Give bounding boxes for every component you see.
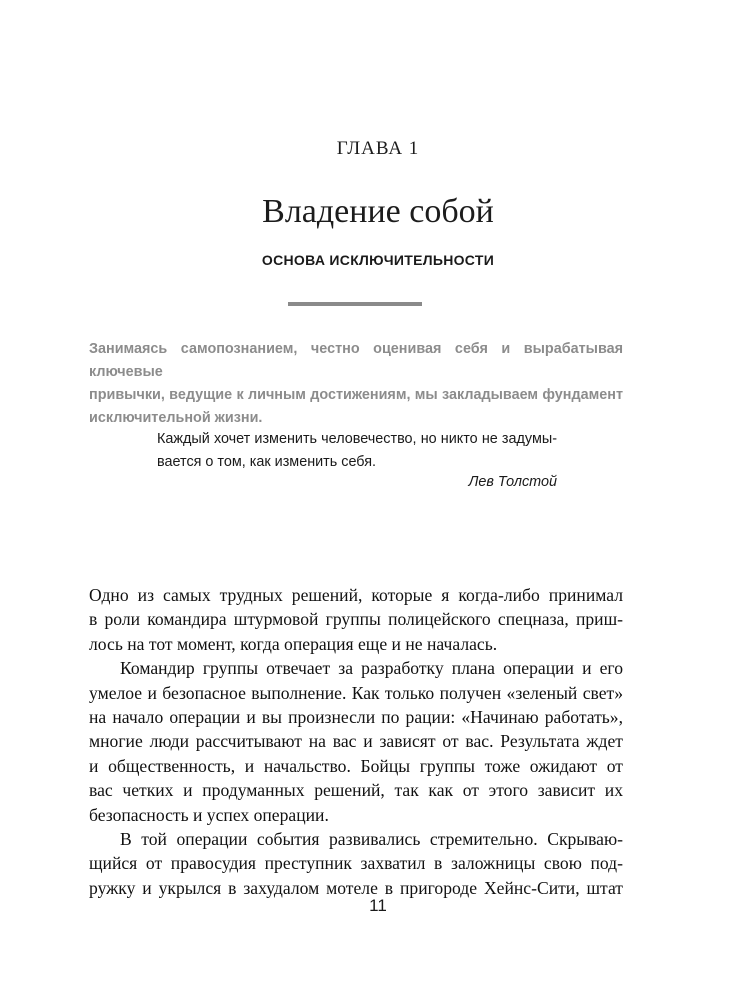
epigraph-quote bbox=[157, 428, 557, 474]
body-line: умелое и безопасное выполнение. Как только получен «зеленый свет» bbox=[89, 682, 623, 703]
chapter-subtitle: ОСНОВА ИСКЛЮЧИТЕЛЬНОСТИ bbox=[261, 252, 495, 268]
body-text bbox=[89, 583, 623, 900]
chapter-label: ГЛАВА 1 bbox=[336, 138, 420, 159]
body-line: многие люди рассчитывают на вас и зависят от вас. Результата ждет bbox=[89, 731, 623, 752]
chapter-title: Владение собой bbox=[262, 193, 494, 230]
epigraph-line: вается о том, как изменить себя. bbox=[157, 454, 377, 470]
epigraph-line: Каждый хочет изменить человечество, но никто не задумы- bbox=[157, 431, 557, 447]
lead-line: Занимаясь самопознанием, честно оценивая себя и вырабатывая ключевые bbox=[89, 341, 623, 380]
body-line: лось на тот момент, когда операция еще и не началась. bbox=[89, 633, 498, 654]
page-number: 11 bbox=[369, 896, 387, 915]
epigraph-author: Лев Толстой bbox=[468, 474, 557, 490]
body-line: вас четких и продуманных решений, так как от этого зависит их bbox=[89, 780, 623, 801]
body-line: Одно из самых трудных решений, которые я когда-либо принимал bbox=[89, 585, 623, 605]
lead-paragraph bbox=[89, 338, 623, 430]
body-line: В той операции события развивались стремительно. Скрываю- bbox=[120, 829, 623, 850]
body-line: ружку и укрылся в захудалом мотеле в пригороде Хейнс-Сити, штат bbox=[89, 877, 623, 898]
body-line: безопасность и успех операции. bbox=[89, 804, 329, 825]
lead-line: привычки, ведущие к личным достижениям, мы закладываем фундамент bbox=[89, 387, 623, 403]
body-line: Командир группы отвечает за разработку плана операции и его bbox=[120, 658, 623, 679]
chapter-divider bbox=[288, 302, 422, 306]
body-line: на начало операции и вы произнесли по рации: «Начинаю работать», bbox=[89, 707, 623, 728]
body-line: и общественность, и начальство. Бойцы группы тоже ожидают от bbox=[89, 755, 623, 776]
lead-line: исключительной жизни. bbox=[89, 410, 263, 426]
body-line: щийся от правосудия преступник захватил в заложницы свою под- bbox=[89, 853, 623, 874]
body-line: в роли командира штурмовой группы полицейского спецназа, приш- bbox=[89, 609, 623, 630]
